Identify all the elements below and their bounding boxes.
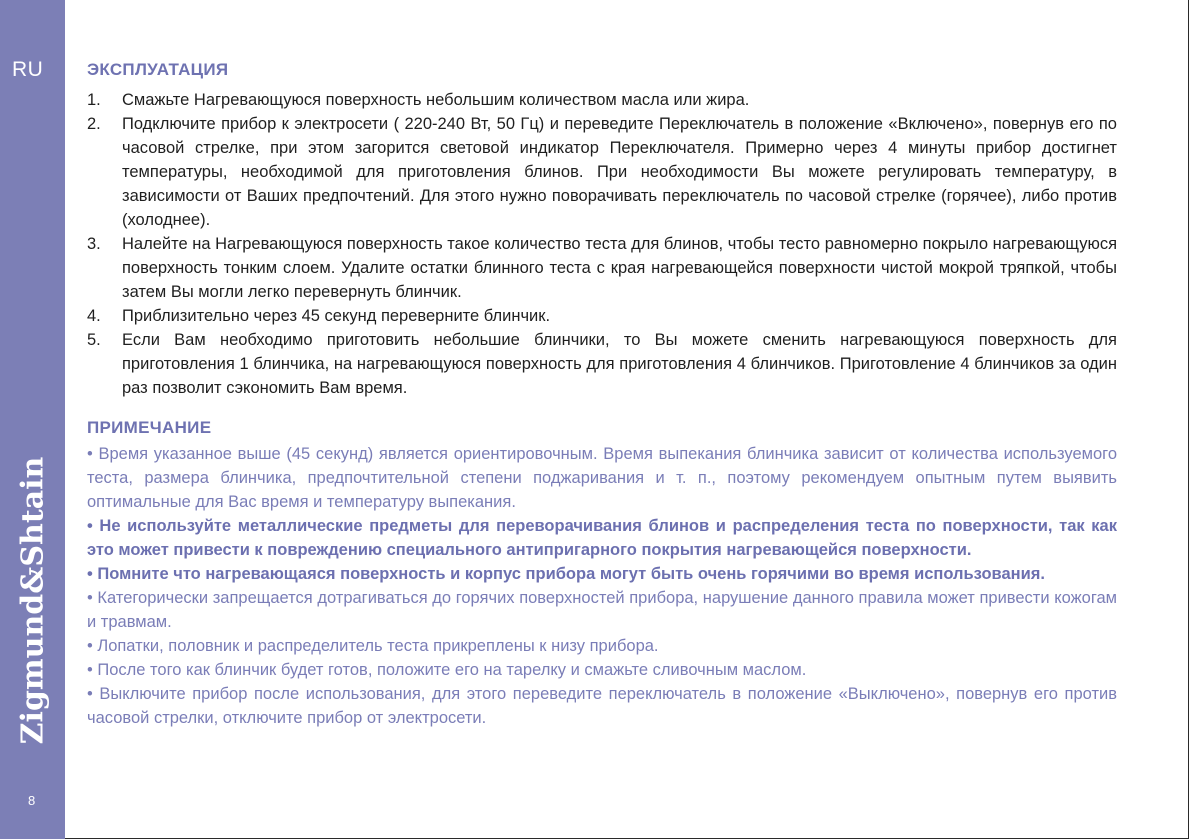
- operation-heading: ЭКСПЛУАТАЦИЯ: [87, 60, 229, 79]
- note-item-warning: • Не используйте металлические предметы для переворачивания блинов и распределения теста по поверхности, так как это может привести к повреждению специального антипригарного покрытия нагревающейся поверхности.: [87, 517, 1117, 559]
- list-item: [87, 304, 1117, 328]
- list-item: [87, 232, 1117, 304]
- step-number: 5.: [87, 331, 101, 349]
- language-label: RU: [12, 58, 44, 81]
- note-item: • Категорически запрещается дотрагиваться до горячих поверхностей прибора, нарушение данного правила может привести кожогам и травмам.: [87, 589, 1117, 631]
- note-list: [87, 442, 1117, 730]
- step-text: Смажьте Нагревающуюся поверхность небольшим количеством масла или жира.: [122, 91, 750, 109]
- step-number: 2.: [87, 115, 101, 133]
- list-item: [87, 328, 1117, 400]
- note-item-warning: • Помните что нагревающаяся поверхность и корпус прибора могут быть очень горячими во время использования.: [87, 565, 1045, 583]
- step-number: 4.: [87, 307, 101, 325]
- step-text: Налейте на Нагревающуюся поверхность такое количество теста для блинов, чтобы тесто равномерно покрыло нагревающуюся поверхность тонким слоем. Удалите остатки блинного теста с края нагревающейся поверхности чистой мокрой тряпкой, чтобы затем Вы могли легко перевернуть блинчик.: [122, 235, 1117, 301]
- brand-logo: [14, 455, 52, 745]
- step-text: Приблизительно через 45 секунд переверните блинчик.: [122, 307, 551, 325]
- note-item: • Время указанное выше (45 секунд) является ориентировочным. Время выпекания блинчика зависит от количества используемого теста, размера блинчика, предпочтительной степени поджаривания и т. п., поэтому рекомендуем опытным путем выявить оптимальные для Вас время и температуру выпекания.: [87, 445, 1117, 511]
- page-content: [87, 60, 1117, 730]
- operation-steps: [87, 88, 1117, 400]
- step-text: Подключите прибор к электросети ( 220-240 Вт, 50 Гц) и переведите Переключатель в положение «Включено», повернув его по часовой стрелке, при этом загорится световой индикатор Переключателя. Примерно через 4 минуты прибор достигнет температуры, необходимой для приготовления блинов. При необходимости Вы можете регулировать температуру, в зависимости от Ваших предпочтений. Для этого нужно поворачивать переключатель по часовой стрелке (горячее), либо против (холоднее).: [122, 115, 1117, 229]
- step-number: 1.: [87, 91, 101, 109]
- note-heading: ПРИМЕЧАНИЕ: [87, 418, 212, 437]
- step-text: Если Вам необходимо приготовить небольшие блинчики, то Вы можете сменить нагревающуюся поверхность для приготовления 1 блинчика, на нагревающуюся поверхность для приготовления 4 блинчиков. Приготовление 4 блинчиков за один раз позволит сэкономить Вам время.: [122, 331, 1117, 397]
- step-number: 3.: [87, 235, 101, 253]
- note-item: • После того как блинчик будет готов, положите его на тарелку и смажьте сливочным маслом.: [87, 661, 807, 679]
- sidebar: [0, 0, 65, 839]
- brand-logo-text: Zigmund&Shtain: [15, 456, 51, 744]
- list-item: [87, 112, 1117, 232]
- list-item: [87, 88, 1117, 112]
- note-item: • Лопатки, половник и распределитель теста прикреплены к низу прибора.: [87, 637, 659, 655]
- note-item: • Выключите прибор после использования, для этого переведите переключатель в положение «Выключено», повернув его против часовой стрелки, отключите прибор от электросети.: [87, 685, 1117, 727]
- page-number: 8: [28, 793, 36, 808]
